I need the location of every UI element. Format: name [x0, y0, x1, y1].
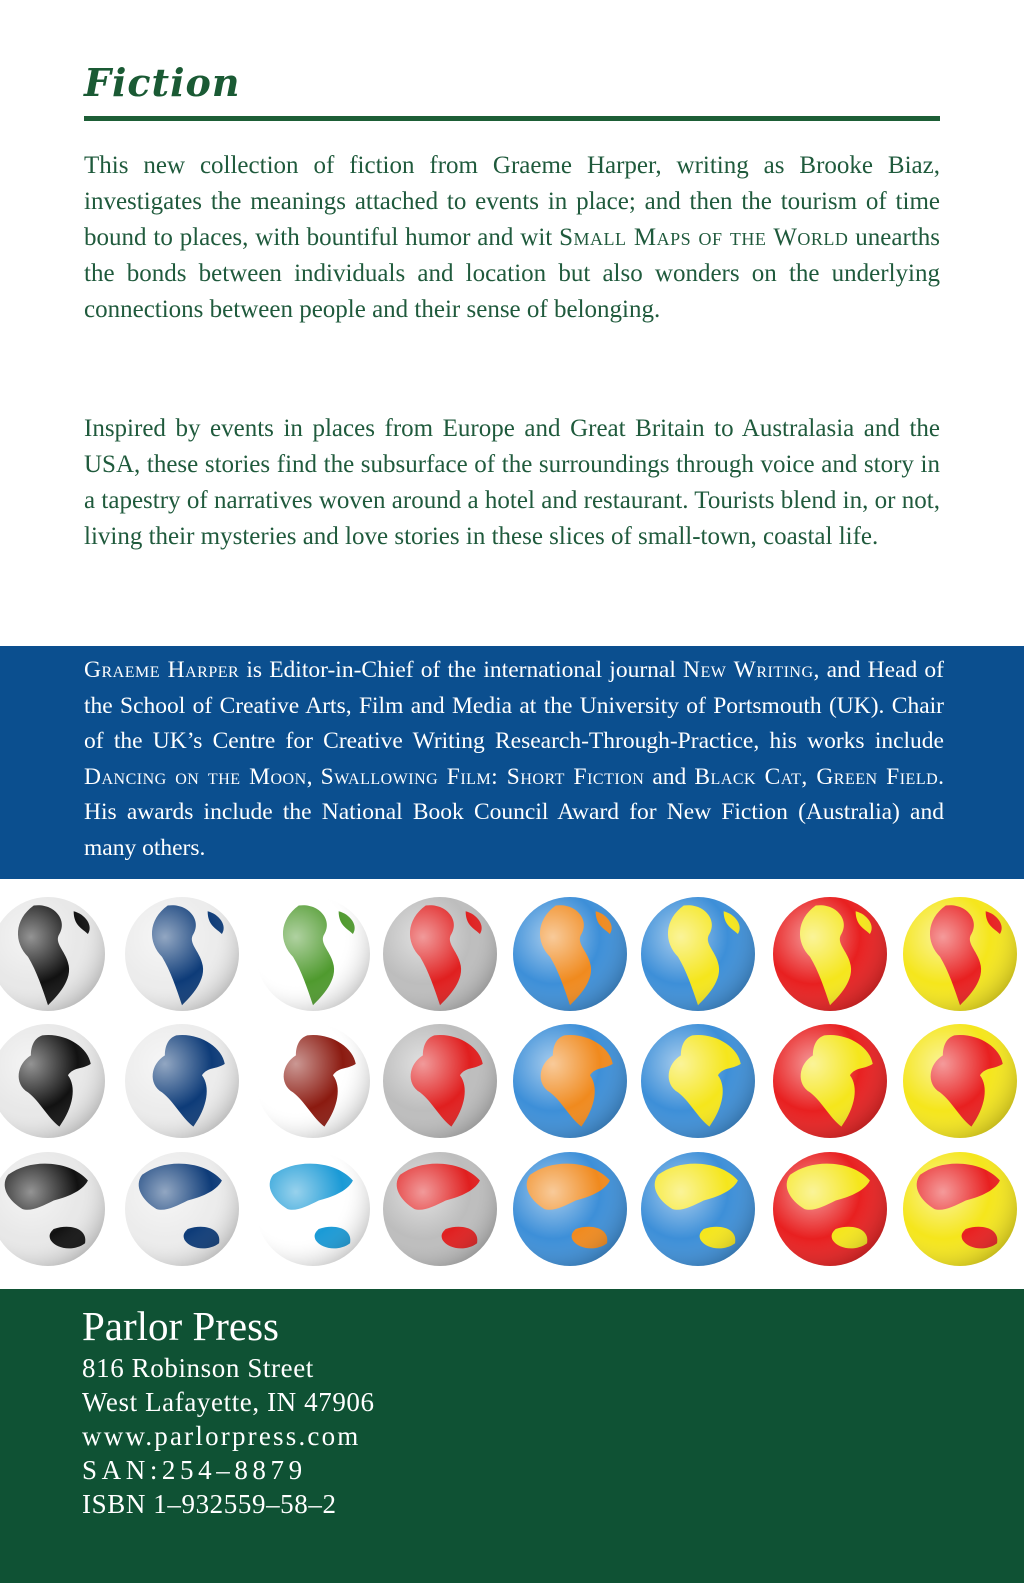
publisher-url[interactable]: www.parlorpress.com [82, 1421, 361, 1451]
globe-icon [256, 1024, 370, 1138]
book-title: Black Cat, Green Field [694, 763, 939, 790]
section-divider [84, 116, 940, 121]
publisher-name: Parlor Press [82, 1303, 280, 1349]
globe-icon [513, 1024, 627, 1138]
globe-icon [903, 1024, 1017, 1138]
publisher-city: West Lafayette, IN 47906 [82, 1387, 375, 1417]
globe-icon [773, 1152, 887, 1266]
book-title: Small Maps of the World [559, 224, 849, 251]
globe-icon [125, 1024, 239, 1138]
globe-icon [773, 897, 887, 1011]
globe-icon [256, 897, 370, 1011]
globe-icon [0, 1152, 105, 1266]
book-title: Dancing on the Moon [84, 763, 307, 790]
globe-icon [125, 897, 239, 1011]
bio-text: , and Head of the School of Creative Arts, Film and Media at the University of Portsmouth (UK). Chair of the UK’s Centre for Creative Writing Research-Through-Practice, his works include [84, 657, 944, 754]
book-title: Swallowing Film: Short Fiction [320, 763, 645, 790]
globe-icon [903, 897, 1017, 1011]
globe-icon [903, 1152, 1017, 1266]
globe-icon [513, 1152, 627, 1266]
globe-grid [0, 896, 1024, 1268]
globe-icon [641, 897, 755, 1011]
description-paragraph-1 [84, 148, 940, 328]
globe-icon [641, 1024, 755, 1138]
globe-icon [773, 1024, 887, 1138]
globe-icon [256, 1152, 370, 1266]
publisher-address [82, 1351, 375, 1521]
globe-icon [125, 1152, 239, 1266]
globe-icon [641, 1152, 755, 1266]
publisher-street: 816 Robinson Street [82, 1353, 314, 1383]
bio-text: . His awards include the National Book Council Award for New Fiction (Australia) and many others. [84, 763, 945, 861]
globe-icon [0, 1024, 105, 1138]
author-name: Graeme Harper [84, 657, 240, 683]
globe-icon [513, 897, 627, 1011]
description-text: This new collection of fiction from Graeme Harper, writing as Brooke Biaz, investigates the meanings attached to events in place; and then the tourism of time bound to places, with bountiful humor and wit [84, 152, 940, 251]
section-header [84, 58, 940, 121]
globe-icon [383, 1024, 497, 1138]
globe-icon [383, 1152, 497, 1266]
description-text: unearths the bonds between individuals and location but also wonders on the underlying connections between people and their sense of belonging. [84, 224, 940, 323]
bio-text: is Editor-in-Chief of the international journal [239, 657, 684, 683]
publisher-footer [0, 1289, 1024, 1583]
globe-icon [383, 897, 497, 1011]
section-title: Fiction [84, 60, 241, 105]
bio-text: and [644, 763, 695, 790]
globe-icon [0, 897, 105, 1011]
bio-text: , [306, 763, 321, 790]
publisher-isbn: ISBN 1–932559–58–2 [82, 1489, 337, 1519]
publisher-san: SAN:254–8879 [82, 1455, 307, 1485]
author-bio-band [0, 646, 1024, 879]
journal-title: New Writing [683, 657, 814, 683]
description-paragraph-2: Inspired by events in places from Europe and Great Britain to Australasia and the USA, these stories find the subsurface of the surroundings through voice and story in a tapestry of narratives woven around a hotel and restaurant. Tourists blend in, or not, living their mysteries and love stories in these slices of small-town, coastal life. [84, 415, 940, 550]
author-bio [84, 653, 944, 866]
